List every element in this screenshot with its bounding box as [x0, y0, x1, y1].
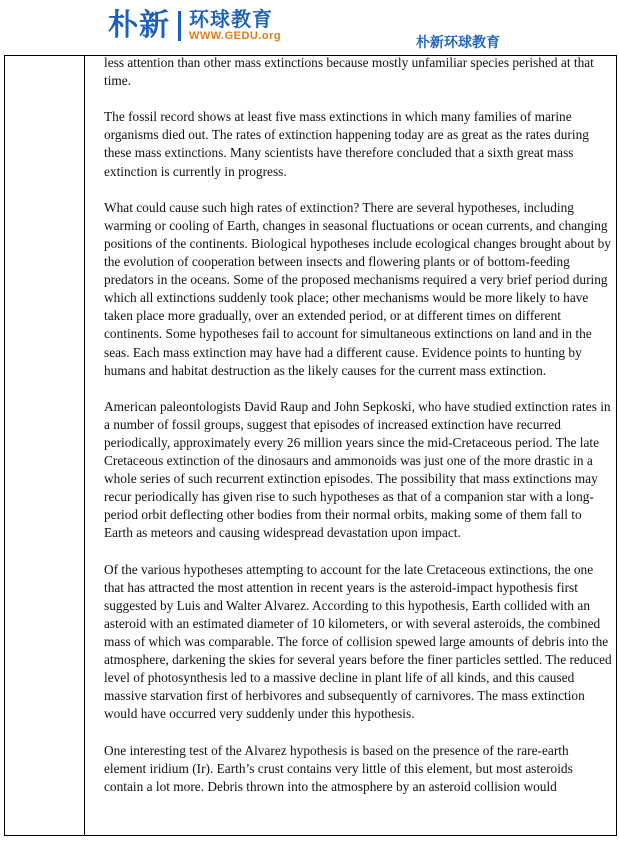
passage-text	[104, 54, 612, 814]
paragraph-3: What could cause such high rates of extinction? There are several hypotheses, including warming or cooling of Earth, changes in seasonal fluctuations or ocean currents, and changing positions of the continents. Biological hypotheses include ecological changes brought about by the evolution of cooperation between insects and flowering plants or of bottom-feeding predators in the oceans. Some of the proposed mechanisms required a very brief period during which all extinctions suddenly took place; other mechanisms would be more likely to have taken place more gradually, over an extended period, or at different times on different continents. Some hypotheses fail to account for simultaneous extinctions on land and in the seas. Each mass extinction may have had a different cause. Evidence points to hunting by humans and habitat destruction as the likely causes for the current mass extinction.	[104, 199, 611, 378]
paragraph-4: American paleontologists David Raup and John Sepkoski, who have studied extinction rates in a number of fossil groups, suggest that episodes of increased extinction have recurred periodically, approximately every 26 million years since the mid-Cretaceous period. The late Cretaceous extinction of the dinosaurs and ammonoids was just one of the more drastic in a whole series of such recurrent extinction episodes. The possibility that mass extinctions may recur periodically has given rise to such hypotheses as that of a companion star with a long-period orbit deflecting other bodies from their normal orbits, making some of them fall to Earth as meteors and causing widespread devastation upon impact.	[104, 398, 611, 541]
paragraph-5: Of the various hypotheses attempting to account for the late Cretaceous extinctions, the one that has attracted the most attention in recent years is the asteroid-impact hypothesis first suggested by Luis and Walter Alvarez. According to this hypothesis, Earth collided with an asteroid with an estimated diameter of 10 kilometers, or with several asteroids, the combined mass of which was comparable. The force of collision spewed large amounts of debris into the atmosphere, darkening the skies for several years before the finer particles settled. The reduced level of photosynthesis led to a massive decline in plant life of all kinds, and this caused massive starvation first of herbivores and subsequently of carnivores. The mass extinction would have occurred very suddenly under this hypothesis.	[104, 561, 612, 722]
page-header	[0, 0, 619, 56]
gedu-logo	[108, 4, 281, 48]
paragraph-1: less attention than other mass extinctions because mostly unfamiliar species perished at that time.	[104, 55, 594, 89]
logo-text	[189, 6, 282, 43]
paragraph-2: The fossil record shows at least five mass extinctions in which many families of marine organisms died out. The rates of extinction happening today are as great as the rates during these mass extinctions. Many scientists have therefore concluded that a sixth great mass extinction is currently in progress.	[104, 109, 589, 179]
logo-mark: 朴新	[108, 8, 170, 43]
logo-name: 环球教育	[189, 6, 273, 31]
logo-url: WWW.GEDU.org	[189, 29, 282, 42]
header-title: 朴新环球教育	[416, 35, 500, 51]
logo-divider	[178, 11, 181, 41]
column-divider	[84, 55, 85, 836]
paragraph-6: One interesting test of the Alvarez hypothesis is based on the presence of the rare-earth element iridium (Ir). Earth’s crust contains very little of this element, but most asteroids contain a lot more. Debris thrown into the atmosphere by an asteroid collision would	[104, 742, 573, 794]
